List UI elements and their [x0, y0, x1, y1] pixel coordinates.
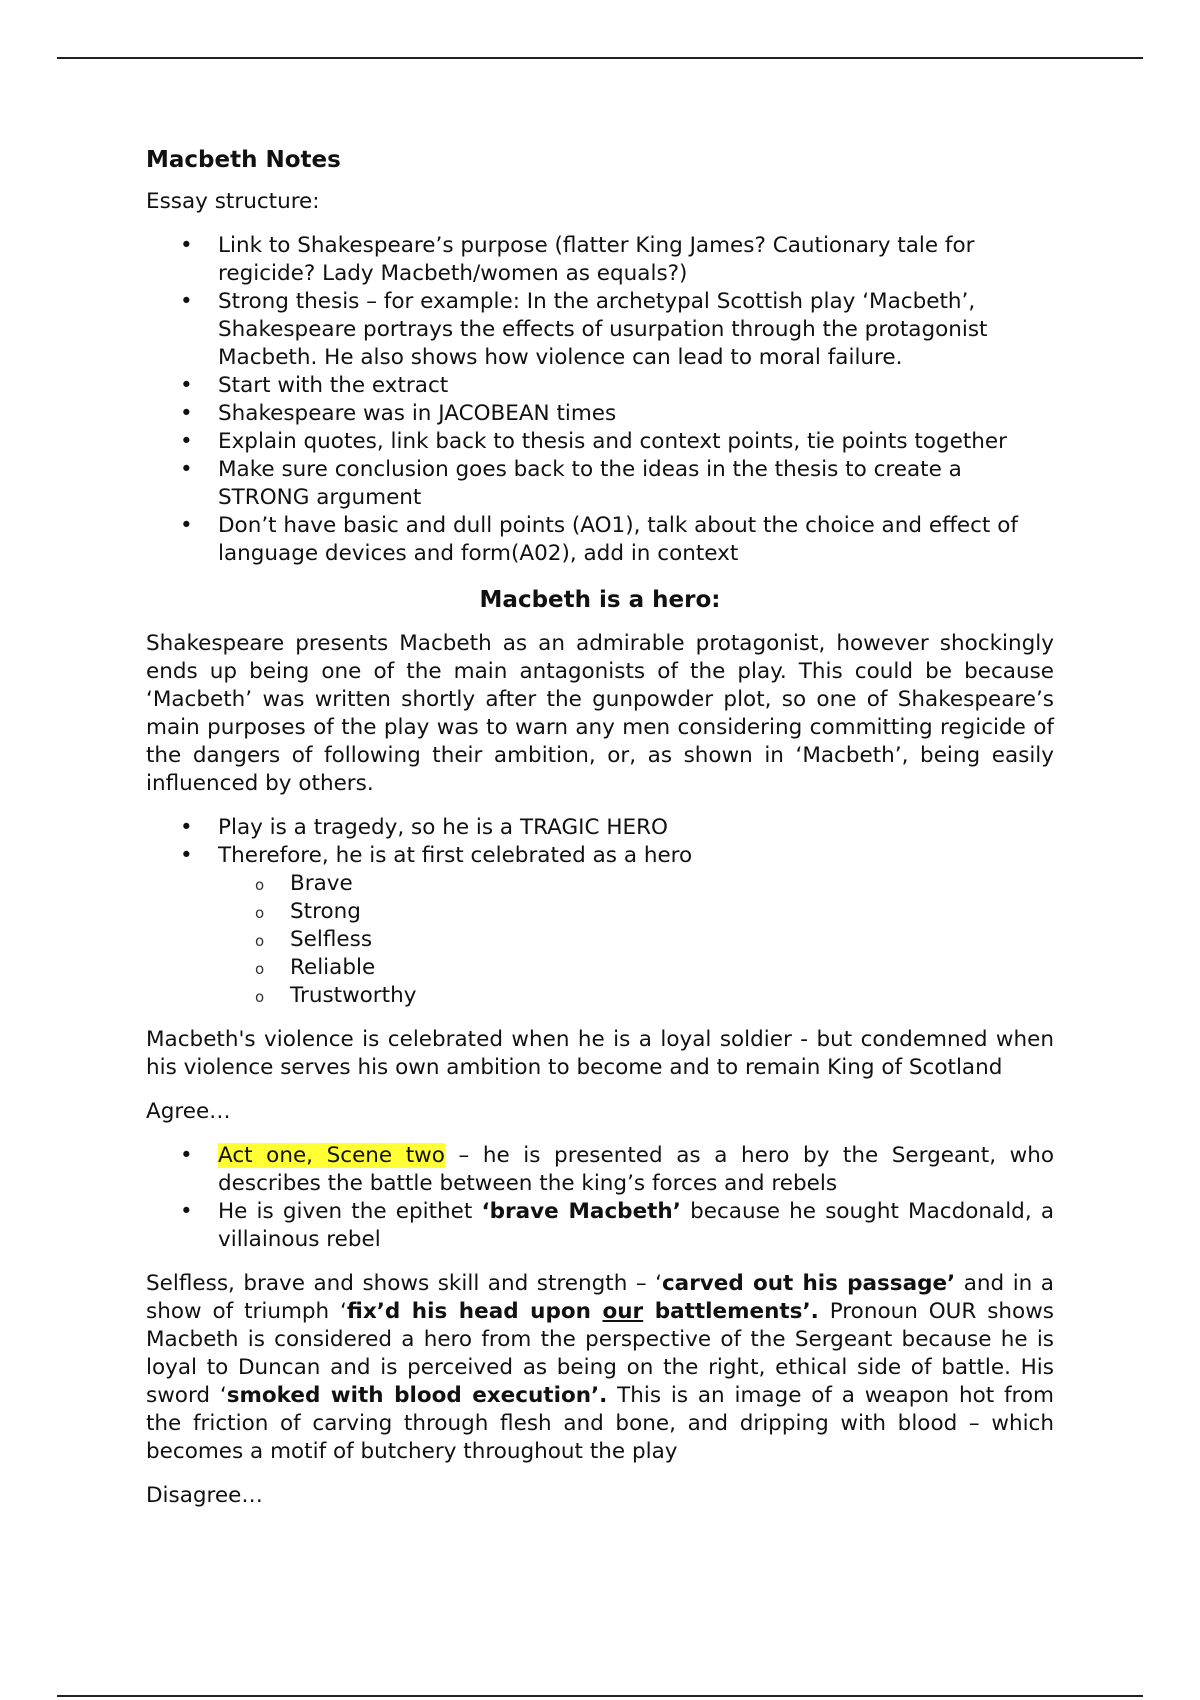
- highlighted-text: Act one, Scene two: [218, 1143, 445, 1168]
- section-heading-hero: Macbeth is a hero:: [479, 587, 721, 613]
- list-item: • Strong thesis – for example: In the archetypal Scottish play ‘Macbeth’, Shakespeare portrays the effects of usurpation through the protagonist Macbeth. He also shows how violence can lead to moral failure.: [146, 288, 1054, 372]
- list-item: • Play is a tragedy, so he is a TRAGIC HERO: [146, 814, 1054, 842]
- document-page: [146, 144, 1054, 1526]
- hero-intro-paragraph: Shakespeare presents Macbeth as an admirable protagonist, however shockingly ends up being one of the main antagonists of the play. This could be because ‘Macbeth’ was written shortly after the gunpowder plot, so one of Shakespeare’s main purposes of the play was to warn any men considering committing regicide of the dangers of following their ambition, or, as shown in ‘Macbeth’, being easily influenced by others.: [146, 631, 1054, 796]
- sub-list-item: o Reliable: [218, 954, 1054, 982]
- list-item-text: He is given the epithet: [218, 1199, 482, 1224]
- hero-qualities-list: [218, 870, 1054, 1010]
- list-item: • Don’t have basic and dull points (AO1), talk about the choice and effect of language devices and form(A02), add in context: [146, 512, 1054, 568]
- sub-list-item: o Selfless: [218, 926, 1054, 954]
- quote-text: ‘brave Macbeth’: [481, 1199, 681, 1224]
- selfless-paragraph: [146, 1270, 1054, 1466]
- page-bottom-rule: [57, 1695, 1143, 1697]
- quote-text: smoked with blood execution’.: [226, 1383, 608, 1408]
- agree-list: [146, 1142, 1054, 1254]
- hero-list: [146, 814, 1054, 1010]
- sub-list-item: o Strong: [218, 898, 1054, 926]
- paragraph-text: Pronoun OUR shows Macbeth is considered a hero from the perspective of the Sergeant because he is loyal to Duncan and is perceived as being on the right, ethical side of battle. His sword ‘: [146, 1299, 1054, 1408]
- quote-text: fix’d his head upon: [346, 1299, 603, 1324]
- essay-structure-label: Essay structure:: [146, 189, 320, 214]
- list-item: • Link to Shakespeare’s purpose (flatter King James? Cautionary tale for regicide? Lady Macbeth/women as equals?): [146, 232, 1054, 288]
- list-item: [146, 1142, 1054, 1198]
- list-item-text: Therefore, he is at first celebrated as a hero: [218, 843, 693, 868]
- paragraph-text: This is an image of a weapon hot from the friction of carving through flesh and bone, and dripping with blood – which becomes a motif of butchery throughout the play: [146, 1383, 1054, 1464]
- quote-text: carved out his passage’: [661, 1271, 956, 1296]
- document-title: Macbeth Notes: [146, 147, 341, 173]
- agree-label: Agree…: [146, 1099, 231, 1124]
- list-item: [146, 1198, 1054, 1254]
- list-item-text: – he is presented as a hero by the Sergeant, who describes the battle between the king’s forces and rebels: [218, 1143, 1055, 1196]
- list-item: • Shakespeare was in JACOBEAN times: [146, 400, 1054, 428]
- list-item: [146, 842, 1054, 1010]
- violence-paragraph: Macbeth's violence is celebrated when he is a loyal soldier - but condemned when his violence serves his own ambition to become and to remain King of Scotland: [146, 1027, 1054, 1080]
- quote-text: battlements’.: [643, 1299, 819, 1324]
- essay-structure-list: [146, 232, 1054, 568]
- page-top-rule: [57, 57, 1143, 59]
- paragraph-text: and in a show of triumph ‘: [146, 1271, 1054, 1324]
- sub-list-item: o Brave: [218, 870, 1054, 898]
- quote-text: [347, 1299, 819, 1324]
- disagree-label: Disagree…: [146, 1483, 263, 1508]
- sub-list-item: o Trustworthy: [218, 982, 1054, 1010]
- list-item-text: because he sought Macdonald, a villainous rebel: [218, 1199, 1055, 1252]
- paragraph-text: Selfless, brave and shows skill and strength – ‘: [146, 1271, 662, 1296]
- list-item: • Make sure conclusion goes back to the ideas in the thesis to create a STRONG argument: [146, 456, 1054, 512]
- list-item: • Start with the extract: [146, 372, 1054, 400]
- list-item: • Explain quotes, link back to thesis and context points, tie points together: [146, 428, 1054, 456]
- underlined-quote-text: our: [602, 1299, 644, 1324]
